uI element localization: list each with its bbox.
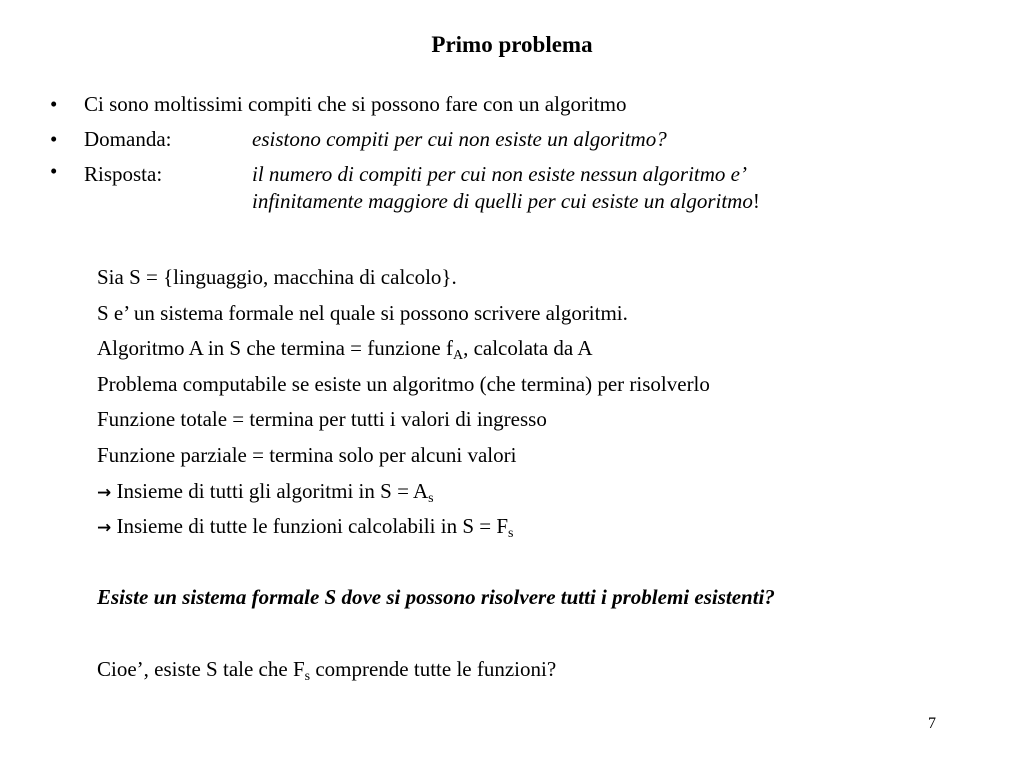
subscript: s xyxy=(304,668,311,684)
arrow-right-icon: → xyxy=(97,518,112,539)
answer-label: Risposta: xyxy=(84,162,163,186)
definition-algorithm xyxy=(97,331,1007,367)
answer-line-1: il numero di compiti per cui non esiste nessun algoritmo e’ xyxy=(252,162,747,186)
definition-algorithm-tail: , calcolata da A xyxy=(463,336,593,361)
definition-computable: Problema computabile se esiste un algoritmo (che termina) per risolverlo xyxy=(97,371,710,396)
definition-total-function: Funzione totale = termina per tutti i valori di ingresso xyxy=(97,407,547,432)
page-number: 7 xyxy=(928,715,936,732)
definition-algorithm-text: Algoritmo A in S che termina = funzione f xyxy=(97,336,453,361)
bullet-item-tasks xyxy=(50,88,980,121)
definition-formal-system: S e’ un sistema formale nel quale si possono scrivere algoritmi. xyxy=(97,300,628,325)
restated-question-text: Cioe’, esiste S tale che F xyxy=(97,656,305,681)
spacer xyxy=(97,545,1007,581)
bullet-item-answer xyxy=(50,158,980,215)
algorithms-set-text: Insieme di tutti gli algoritmi in S = A xyxy=(111,478,429,503)
bullet-list xyxy=(50,88,980,217)
subscript: s xyxy=(508,526,514,542)
arrow-right-icon: → xyxy=(97,482,112,503)
subscript: s xyxy=(428,490,434,506)
restated-question xyxy=(97,652,1007,688)
functions-set xyxy=(97,509,1007,545)
slide-title: Primo problema xyxy=(431,32,593,57)
answer-exclamation: ! xyxy=(752,189,760,213)
key-question: Esiste un sistema formale S dove si possono risolvere tutti i problemi esistenti? xyxy=(97,585,775,610)
definition-partial-function: Funzione parziale = termina solo per alcuni valori xyxy=(97,442,517,467)
functions-set-text: Insieme di tutte le funzioni calcolabili in S = F xyxy=(111,514,509,539)
definition-system: Sia S = {linguaggio, macchina di calcolo}. xyxy=(97,265,457,289)
spacer xyxy=(97,616,1007,652)
bullet-item-question xyxy=(50,123,980,156)
subscript: A xyxy=(452,348,464,364)
answer-line-2: infinitamente maggiore di quelli per cui esiste un algoritmo xyxy=(252,189,753,213)
bullet-text: Ci sono moltissimi compiti che si possono fare con un algoritmo xyxy=(84,92,627,116)
restated-question-tail: comprende tutte le funzioni? xyxy=(310,656,557,681)
question-label: Domanda: xyxy=(84,127,172,151)
algorithms-set xyxy=(97,474,1007,510)
body-text xyxy=(97,260,1007,687)
answer-text xyxy=(252,161,942,215)
question-text: esistono compiti per cui non esiste un algoritmo? xyxy=(252,127,667,151)
